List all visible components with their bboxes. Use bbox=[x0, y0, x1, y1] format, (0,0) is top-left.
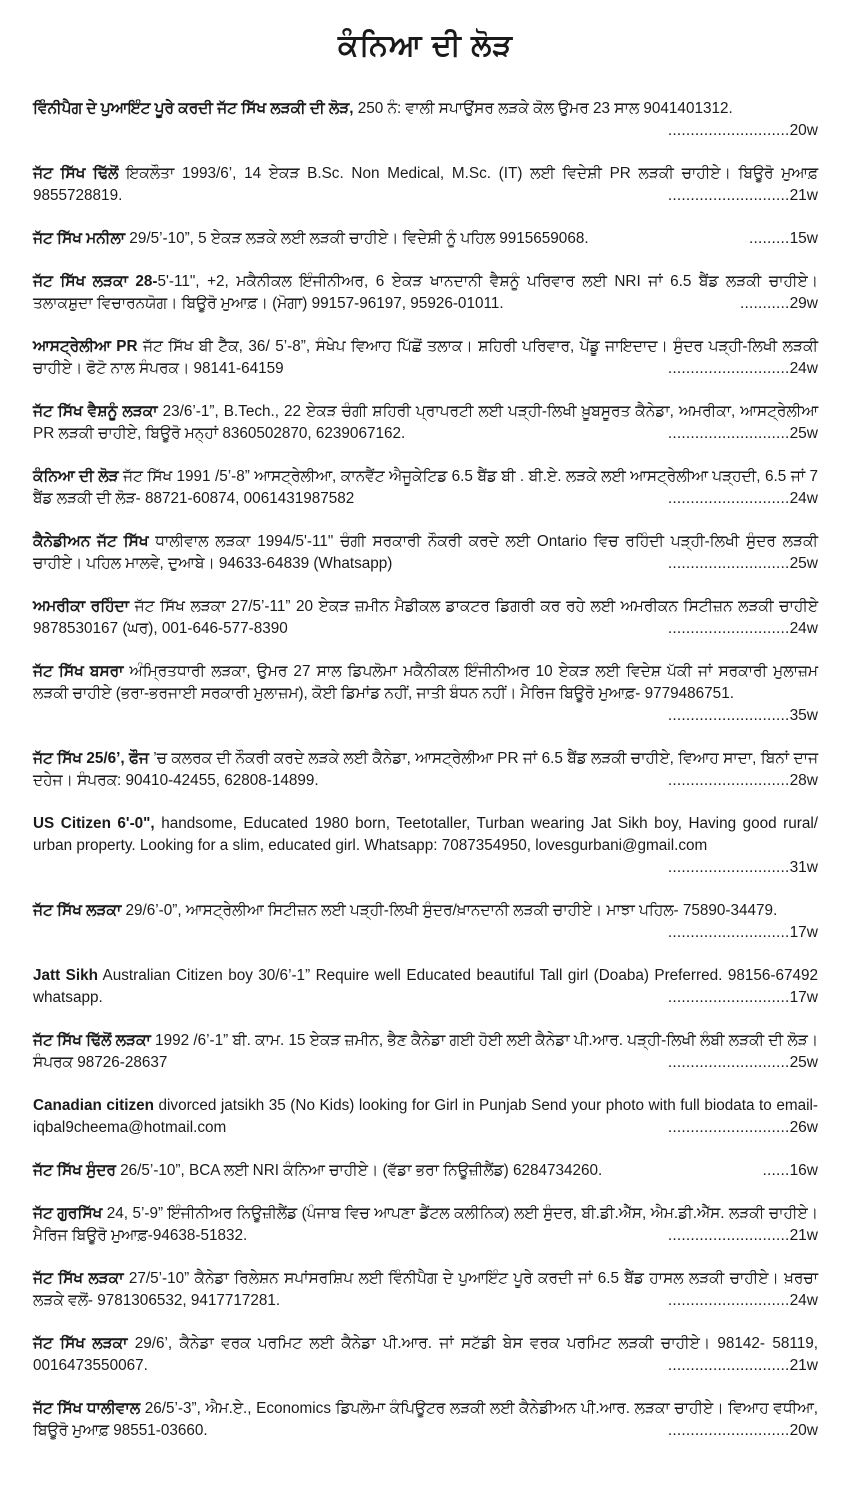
ad-word-count bbox=[668, 987, 818, 1009]
page-title: ਕੰਨਿਆ ਦੀ ਲੋੜ bbox=[338, 29, 513, 62]
ads-list bbox=[33, 98, 818, 1442]
word-count-value: 21w bbox=[789, 1357, 818, 1374]
ad-word-count bbox=[668, 553, 818, 575]
word-count-value: 17w bbox=[789, 989, 818, 1006]
ad-body: ’ਚ ਕਲਰਕ ਦੀ ਨੌਕਰੀ ਕਰਦੇ ਲੜਕੇ ਲਈ ਕੈਨੇਡਾ, ਆਸਟ੍ਰੇਲੀਆ PR ਜਾਂ 6.5 ਬੈਂਡ ਲੜਕੀ ਚਾਹੀਏ, ਵਿਆਹ ਸਾਦਾ, ਬਿਨਾਂ ਦਾਜ ਦਹੇਜ। ਸੰਪਰਕ: 90410-42455, 62808-14899. bbox=[33, 750, 818, 789]
ad-entry bbox=[33, 228, 818, 250]
leader-dots: ........................... bbox=[667, 425, 790, 442]
ad-lead: ਜੱਟ ਸਿੱਖ ਲੜਕਾ bbox=[33, 1335, 128, 1352]
ad-lead: ਜੱਟ ਸਿੱਖ ਬਸਰਾ bbox=[33, 663, 124, 680]
word-count-value: 35w bbox=[789, 707, 818, 724]
word-count-value: 31w bbox=[789, 859, 818, 876]
ad-word-count bbox=[668, 488, 818, 510]
ad-word-count bbox=[668, 423, 818, 445]
ad-entry bbox=[33, 271, 818, 315]
ad-word-count bbox=[668, 618, 818, 640]
ad-lead: ਜੱਟ ਸਿੱਖ ਸੁੰਦਰ bbox=[33, 1162, 116, 1179]
ad-lead: ਜੱਟ ਸਿੱਖ ਢਿੱਲੋਂ bbox=[33, 165, 119, 182]
ad-body: 26/5’-10”, BCA ਲਈ NRI ਕੰਨਿਆ ਚਾਹੀਏ। (ਵੱਡਾ ਭਰਾ ਨਿਊਜ਼ੀਲੈਂਡ) 6284734260. bbox=[115, 1162, 603, 1179]
ad-body: ਧਾਲੀਵਾਲ ਲੜਕਾ 1994/5'-11" ਚੰਗੀ ਸਰਕਾਰੀ ਨੌਕਰੀ ਕਰਦੇ ਲਈ Ontario ਵਿਚ ਰਹਿੰਦੀ ਪੜ੍ਹੀ-ਲਿਖੀ ਸੁੰਦਰ ਲੜਕੀ ਚਾਹੀਏ। ਪਹਿਲ ਮਾਲਵੇ, ਦੁਆਬੇ। 94633-64839 (Whatsapp) bbox=[33, 533, 818, 572]
ad-entry bbox=[33, 1268, 818, 1312]
word-count-value: 20w bbox=[789, 1422, 818, 1439]
ad-word-count bbox=[749, 228, 818, 250]
leader-dots: ........................... bbox=[667, 360, 790, 377]
ad-entry bbox=[33, 965, 818, 1009]
ad-entry bbox=[33, 98, 818, 142]
ad-body: 26/5’-3”, ਐਮ.ਏ., Economics ਡਿਪਲੋਮਾ ਕੰਪਿਊਟਰ ਲੜਕੀ ਲਈ ਕੈਨੇਡੀਅਨ ਪੀ.ਆਰ. ਲੜਕਾ ਚਾਹੀਏ। ਵਿਆਹ ਵਧੀਆ, ਬਿਊਰੋ ਮੁਆਫ਼ 98551-03660. bbox=[33, 1400, 819, 1439]
ad-body: Australian Citizen boy 30/6’-1” Require well Educated beautiful Tall girl (Doaba) Preferred. 98156-67492 whatsapp. bbox=[33, 967, 818, 1006]
word-count-value: 16w bbox=[789, 1162, 818, 1179]
ad-entry bbox=[33, 813, 818, 879]
ad-body: 24, 5’-9” ਇੰਜੀਨੀਅਰ ਨਿਊਜ਼ੀਲੈਂਡ (ਪੰਜਾਬ ਵਿਚ ਆਪਣਾ ਡੈਂਟਲ ਕਲੀਨਿਕ) ਲਈ ਸੁੰਦਰ, ਬੀ.ਡੀ.ਐੱਸ, ਐਮ.ਡੀ.ਐੱਸ. ਲੜਕੀ ਚਾਹੀਏ। ਮੈਰਿਜ ਬਿਊਰੋ ਮੁਆਫ਼-94638-51832. bbox=[33, 1205, 818, 1244]
ad-lead: ਜੱਟ ਸਿੱਖ ਲੜਕਾ 28- bbox=[33, 273, 158, 290]
ad-body: 1992 /6’-1” ਬੀ. ਕਾਮ. 15 ਏਕੜ ਜ਼ਮੀਨ, ਭੈਣ ਕੈਨੇਡਾ ਗਈ ਹੋਈ ਲਈ ਕੈਨੇਡਾ ਪੀ.ਆਰ. ਪੜ੍ਹੀ-ਲਿਖੀ ਲੰਬੀ ਲੜਕੀ ਦੀ ਲੋੜ। ਸੰਪਰਕ 98726-28637 bbox=[33, 1032, 819, 1071]
ad-entry bbox=[33, 1333, 818, 1377]
leader-dots: ........................... bbox=[667, 1422, 790, 1439]
word-count-value: 28w bbox=[789, 772, 818, 789]
ad-body: 29/6’-0”, ਆਸਟ੍ਰੇਲੀਆ ਸਿਟੀਜ਼ਨ ਲਈ ਪੜ੍ਹੀ-ਲਿਖੀ ਸੁੰਦਰ/ਖ਼ਾਨਦਾਨੀ ਲੜਕੀ ਚਾਹੀਏ। ਮਾਝਾ ਪਹਿਲ- 75890-34479. bbox=[121, 902, 778, 919]
ad-word-count bbox=[668, 1117, 818, 1139]
ad-lead: Canadian citizen bbox=[33, 1097, 154, 1114]
ad-entry bbox=[33, 1030, 818, 1074]
ad-body: ਅੰਮ੍ਰਿਤਧਾਰੀ ਲੜਕਾ, ਉਮਰ 27 ਸਾਲ ਡਿਪਲੋਮਾ ਮਕੈਨੀਕਲ ਇੰਜੀਨੀਅਰ 10 ਏਕੜ ਲਈ ਵਿਦੇਸ਼ ਪੱਕੀ ਜਾਂ ਸਰਕਾਰੀ ਮੁਲਾਜ਼ਮ ਲੜਕੀ ਚਾਹੀਏ (ਭਰਾ-ਭਰਜਾਈ ਸਰਕਾਰੀ ਮੁਲਾਜ਼ਮ), ਕੋਈ ਡਿਮਾਂਡ ਨਹੀਂ, ਜਾਤੀ ਬੰਧਨ ਨਹੀਂ। ਮੈਰਿਜ ਬਿਊਰੋ ਮੁਆਫ਼- 9779486751. bbox=[33, 663, 818, 702]
ad-entry bbox=[33, 1095, 818, 1139]
ad-lead: ਜੱਟ ਸਿੱਖ ਲੜਕਾ bbox=[33, 1270, 124, 1287]
ad-word-count bbox=[668, 857, 818, 879]
ad-word-count bbox=[668, 358, 818, 380]
ad-word-count bbox=[668, 1052, 818, 1074]
ad-word-count bbox=[668, 1355, 818, 1377]
ad-entry bbox=[33, 163, 818, 207]
ad-lead: ਕੈਨੇਡੀਅਨ ਜੱਟ ਸਿੱਖ bbox=[33, 533, 149, 550]
word-count-value: 24w bbox=[789, 360, 818, 377]
word-count-value: 24w bbox=[789, 620, 818, 637]
leader-dots: ........................... bbox=[667, 1119, 790, 1136]
ad-word-count bbox=[668, 770, 818, 792]
ad-lead: ਜੱਟ ਸਿੱਖ ਲੜਕਾ bbox=[33, 902, 122, 919]
ad-entry bbox=[33, 661, 818, 727]
ad-entry bbox=[33, 466, 818, 510]
ad-body: 5'-11", +2, ਮਕੈਨੀਕਲ ਇੰਜੀਨੀਅਰ, 6 ਏਕੜ ਖਾਨਦਾਨੀ ਵੈਸ਼ਨੂੰ ਪਰਿਵਾਰ ਲਈ NRI ਜਾਂ 6.5 ਬੈਂਡ ਲੜਕੀ ਚਾਹੀਏ। ਤਲਾਕਸ਼ੁਦਾ ਵਿਚਾਰਨਯੋਗ। ਬਿਊਰੋ ਮੁਆਫ਼। (ਮੋਗਾ) 99157-96197, 95926-01011. bbox=[33, 273, 818, 312]
word-count-value: 21w bbox=[789, 187, 818, 204]
ad-body: 250 ਨੰ: ਵਾਲੀ ਸਪਾਉਂਸਰ ਲੜਕੇ ਕੋਲ ਉਮਰ 23 ਸਾਲ 9041401312. bbox=[353, 100, 733, 117]
ad-word-count bbox=[668, 185, 818, 207]
word-count-value: 25w bbox=[789, 425, 818, 442]
ad-word-count bbox=[668, 1225, 818, 1247]
ad-entry bbox=[33, 748, 818, 792]
ad-entry bbox=[33, 1203, 818, 1247]
ad-body: 29/5’-10”, 5 ਏਕੜ ਲੜਕੇ ਲਈ ਲੜਕੀ ਚਾਹੀਏ। ਵਿਦੇਸ਼ੀ ਨੂੰ ਪਹਿਲ 9915659068. bbox=[125, 230, 589, 247]
word-count-value: 17w bbox=[789, 924, 818, 941]
ad-body: divorced jatsikh 35 (No Kids) looking for Girl in Punjab Send your photo with full biodata to email-iqbal9cheema@hotmail.com bbox=[33, 1097, 818, 1136]
ad-lead: ਜੱਟ ਸਿੱਖ ਮਨੀਲਾ bbox=[33, 230, 126, 247]
leader-dots: ........................... bbox=[667, 187, 790, 204]
ad-lead: US Citizen 6'-0", bbox=[33, 815, 155, 832]
leader-dots: ........................... bbox=[667, 620, 790, 637]
leader-dots: ........................... bbox=[667, 1227, 790, 1244]
ad-entry bbox=[33, 531, 818, 575]
ad-word-count bbox=[668, 120, 818, 142]
ad-body: ਜੱਟ ਸਿੱਖ ਲੜਕਾ 27/5’-11” 20 ਏਕੜ ਜ਼ਮੀਨ ਮੈਡੀਕਲ ਡਾਕਟਰ ਡਿਗਰੀ ਕਰ ਰਹੇ ਲਈ ਅਮਰੀਕਨ ਸਿਟੀਜ਼ਨ ਲੜਕੀ ਚਾਹੀਏ 9878530167 (ਘਰ), 001-646-577-8390 bbox=[33, 598, 819, 637]
leader-dots: ........... bbox=[739, 295, 790, 312]
ad-lead: ਜੱਟ ਸਿੱਖ ਧਾਲੀਵਾਲ bbox=[33, 1400, 141, 1417]
ad-entry bbox=[33, 1160, 818, 1182]
word-count-value: 25w bbox=[789, 1054, 818, 1071]
ad-lead: ਜੱਟ ਸਿੱਖ ਢਿੱਲੋਂ ਲੜਕਾ bbox=[33, 1032, 151, 1049]
ad-body: ਜੱਟ ਸਿੱਖ 1991 /5’-8” ਆਸਟ੍ਰੇਲੀਆ, ਕਾਨਵੈਂਟ ਐਜੂਕੇਟਿਡ 6.5 ਬੈਂਡ ਬੀ . ਬੀ.ਏ. ਲੜਕੇ ਲਈ ਆਸਟ੍ਰੇਲੀਆ ਪੜ੍ਹਦੀ, 6.5 ਜਾਂ 7 ਬੈਂਡ ਲੜਕੀ ਦੀ ਲੋੜ- 88721-60874, 0061431987582 bbox=[33, 468, 818, 507]
ad-lead: ਵਿੰਨੀਪੈਗ ਦੇ ਪੁਆਇੰਟ ਪੂਰੇ ਕਰਦੀ ਜੱਟ ਸਿੱਖ ਲੜਕੀ ਦੀ ਲੋੜ, bbox=[33, 100, 354, 117]
leader-dots: ........................... bbox=[667, 122, 790, 139]
word-count-value: 21w bbox=[789, 1227, 818, 1244]
leader-dots: ........................... bbox=[667, 1357, 790, 1374]
ad-word-count bbox=[668, 922, 818, 944]
ad-body: 23/6’-1”, B.Tech., 22 ਏਕੜ ਚੰਗੀ ਸ਼ਹਿਰੀ ਪ੍ਰਾਪਰਟੀ ਲਈ ਪੜ੍ਹੀ-ਲਿਖੀ ਖ਼ੂਬਸੂਰਤ ਕੈਨੇਡਾ, ਅਮਰੀਕਾ, ਆਸਟ੍ਰੇਲੀਆ PR ਲੜਕੀ ਚਾਹੀਏ, ਬਿਊਰੋ ਮਨ੍ਹਾਂ 8360502870, 6239067162. bbox=[33, 403, 818, 442]
leader-dots: ........................... bbox=[667, 859, 790, 876]
word-count-value: 15w bbox=[789, 230, 818, 247]
ad-lead: ਕੰਨਿਆ ਦੀ ਲੋੜ bbox=[33, 468, 119, 485]
word-count-value: 24w bbox=[789, 1292, 818, 1309]
leader-dots: ........................... bbox=[667, 772, 790, 789]
word-count-value: 25w bbox=[789, 555, 818, 572]
leader-dots: ........................... bbox=[667, 555, 790, 572]
ad-entry bbox=[33, 336, 818, 380]
ad-entry bbox=[33, 1398, 818, 1442]
ad-lead: ਜੱਟ ਸਿੱਖ 25/6’, ਫੌਜ bbox=[33, 750, 149, 767]
leader-dots: ........................... bbox=[667, 989, 790, 1006]
ad-body: handsome, Educated 1980 born, Teetotaller, Turban wearing Jat Sikh boy, Having good rural/ urban property. Looking for a slim, educated girl. Whatsapp: 7087354950, lovesgurbani@gmail.com bbox=[33, 815, 818, 854]
ad-word-count bbox=[668, 1290, 818, 1312]
ad-word-count bbox=[668, 1420, 818, 1442]
ad-lead: ਜੱਟ ਗੁਰਸਿੱਖ bbox=[33, 1205, 103, 1222]
ad-word-count bbox=[763, 1160, 818, 1182]
leader-dots: ........................... bbox=[667, 924, 790, 941]
ad-entry bbox=[33, 596, 818, 640]
leader-dots: ......... bbox=[749, 230, 790, 247]
ad-entry bbox=[33, 900, 818, 944]
leader-dots: ...... bbox=[762, 1162, 790, 1179]
word-count-value: 24w bbox=[789, 490, 818, 507]
ad-body: ਜੱਟ ਸਿੱਖ ਬੀ ਟੈੱਕ, 36/ 5’-8”, ਸੰਖੇਪ ਵਿਆਹ ਪਿੱਛੋਂ ਤਲਾਕ। ਸ਼ਹਿਰੀ ਪਰਿਵਾਰ, ਪੇਂਡੂ ਜਾਇਦਾਦ। ਸੁੰਦਰ ਪੜ੍ਹੀ-ਲਿਖੀ ਲੜਕੀ ਚਾਹੀਏ। ਫੋਟੋ ਨਾਲ ਸੰਪਰਕ। 98141-64159 bbox=[33, 338, 818, 377]
ad-lead: ਆਸਟ੍ਰੇਲੀਆ PR bbox=[33, 338, 138, 355]
leader-dots: ........................... bbox=[667, 490, 790, 507]
word-count-value: 26w bbox=[789, 1119, 818, 1136]
ad-body: 29/6’, ਕੈਨੇਡਾ ਵਰਕ ਪਰਮਿਟ ਲਈ ਕੈਨੇਡਾ ਪੀ.ਆਰ. ਜਾਂ ਸਟੱਡੀ ਬੇਸ ਵਰਕ ਪਰਮਿਟ ਲੜਕੀ ਚਾਹੀਏ। 98142- 58119, 0016473550067. bbox=[33, 1335, 818, 1374]
ad-lead: Jatt Sikh bbox=[33, 967, 98, 984]
leader-dots: ........................... bbox=[667, 1054, 790, 1071]
leader-dots: ........................... bbox=[667, 1292, 790, 1309]
ad-body: 27/5’-10” ਕੈਨੇਡਾ ਰਿਲੇਸ਼ਨ ਸਪਾਂਸਰਸ਼ਿਪ ਲਈ ਵਿੰਨੀਪੈਗ ਦੇ ਪੁਆਇੰਟ ਪੂਰੇ ਕਰਦੀ ਜਾਂ 6.5 ਬੈਂਡ ਹਾਸਲ ਲੜਕੀ ਚਾਹੀਏ। ਖ਼ਰਚਾ ਲੜਕੇ ਵਲੋਂ- 9781306532, 9417717281. bbox=[33, 1270, 818, 1309]
ad-entry bbox=[33, 401, 818, 445]
leader-dots: ........................... bbox=[667, 707, 790, 724]
ad-lead: ਜੱਟ ਸਿੱਖ ਵੈਸ਼ਨੂੰ ਲੜਕਾ bbox=[33, 403, 158, 420]
ad-word-count bbox=[740, 293, 818, 315]
ad-word-count bbox=[668, 705, 818, 727]
ad-lead: ਅਮਰੀਕਾ ਰਹਿੰਦਾ bbox=[33, 598, 130, 615]
word-count-value: 29w bbox=[789, 295, 818, 312]
word-count-value: 20w bbox=[789, 122, 818, 139]
ad-body: ਇਕਲੌਤਾ 1993/6’, 14 ਏਕੜ B.Sc. Non Medical, M.Sc. (IT) ਲਈ ਵਿਦੇਸ਼ੀ PR ਲੜਕੀ ਚਾਹੀਏ। ਬਿਊਰੋ ਮੁਆਫ਼ 9855728819. bbox=[33, 165, 818, 204]
